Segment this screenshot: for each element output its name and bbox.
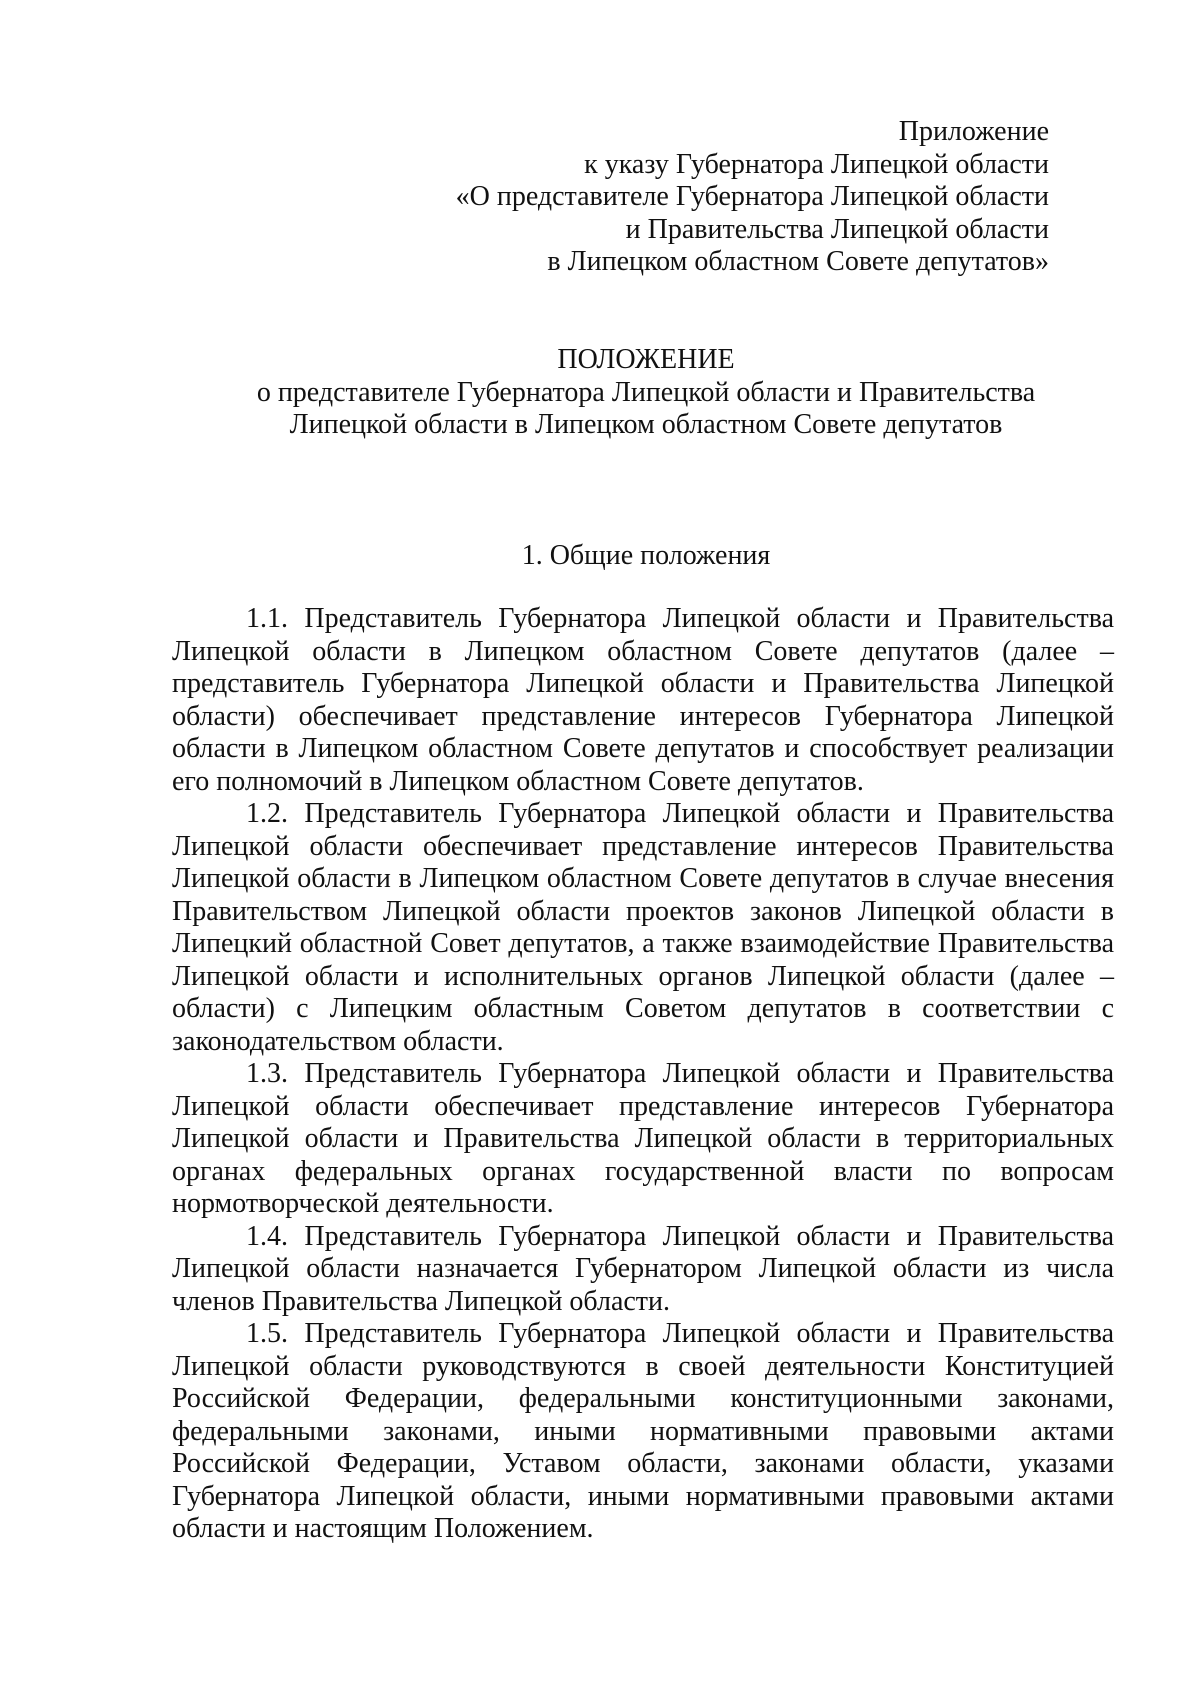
document-subtitle-line: о представителе Губернатора Липецкой области и Правительства	[256, 376, 1036, 408]
appendix-line: «О представителе Губернатора Липецкой области	[455, 181, 1049, 212]
paragraph-1-4: 1.4. Представитель Губернатора Липецкой области и Правительства Липецкой области назначается Губернатором Липецкой области из числа членов Правительства Липецкой области.	[172, 1220, 1114, 1317]
appendix-line: в Липецком областном Совете депутатов»	[547, 246, 1049, 277]
appendix-line: к указу Губернатора Липецкой области	[584, 148, 1049, 180]
appendix-line: и Правительства Липецкой области	[625, 213, 1049, 245]
section-heading: 1. Общие положения	[521, 540, 771, 571]
paragraph-1-2: 1.2. Представитель Губернатора Липецкой области и Правительства Липецкой области обеспечивает представление интересов Правительства Липецкой области в Липецком областном Совете депутатов в случае внесения Правительством Липецкой области проектов законов Липецкой области в Липецкий областной Совет депутатов, а также взаимодействие Правительства Липецкой области и исполнительных органов Липецкой области (далее – области) с Липецким областным Советом депутатов в соответствии с законодательством области.	[172, 798, 1114, 1057]
document-title: ПОЛОЖЕНИЕ	[557, 344, 735, 375]
section-body	[172, 603, 1114, 1546]
paragraph-1-1: 1.1. Представитель Губернатора Липецкой области и Правительства Липецкой области в Липецком областном Совете депутатов (далее – представитель Губернатора Липецкой области и Правительства Липецкой области) обеспечивает представление интересов Губернатора Липецкой области в Липецком областном Совете депутатов и способствует реализации его полномочий в Липецком областном Совете депутатов.	[172, 603, 1114, 797]
appendix-line: Приложение	[898, 116, 1049, 147]
document-subtitle-line: Липецкой области в Липецком областном Совете депутатов	[289, 409, 1003, 440]
document-title-block	[170, 344, 1122, 442]
paragraph-1-5: 1.5. Представитель Губернатора Липецкой области и Правительства Липецкой области руководствуются в своей деятельности Конституцией Российской Федерации, федеральными конституционными законами, федеральными законами, иными нормативными правовыми актами Российской Федерации, Уставом области, законами области, указами Губернатора Липецкой области, иными нормативными правовыми актами области и настоящим Положением.	[172, 1318, 1114, 1544]
appendix-header	[349, 116, 1049, 279]
paragraph-1-3: 1.3. Представитель Губернатора Липецкой области и Правительства Липецкой области обеспечивает представление интересов Губернатора Липецкой области и Правительства Липецкой области в территориальных органах федеральных органах государственной власти по вопросам нормотворческой деятельности.	[172, 1058, 1114, 1219]
